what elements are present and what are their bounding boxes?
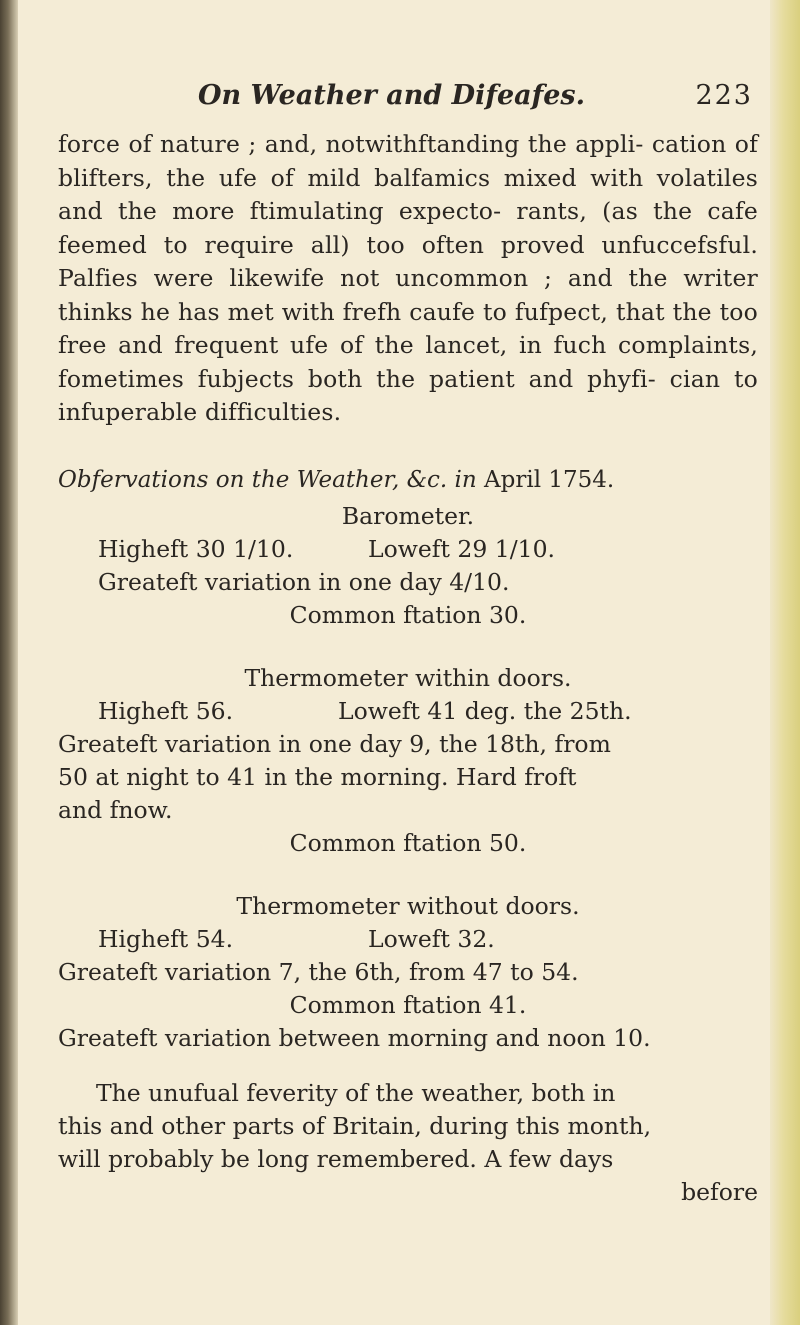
closing-paragraph	[58, 1077, 758, 1209]
barometer-lowest: Loweft 29 1/10.	[368, 534, 556, 563]
thermometer-within-variation-line: 50 at night to 41 in the morning. Hard froft	[58, 762, 577, 791]
page-header	[58, 80, 758, 128]
page-gutter-shadow	[0, 0, 18, 1325]
barometer-extremes	[58, 533, 758, 566]
spacer	[58, 632, 758, 658]
page-number: 223	[695, 80, 753, 111]
barometer-highest: Higheft 30 1/10.	[98, 534, 294, 563]
page-edge-stain	[770, 0, 800, 1325]
thermometer-within-variation-line: and fnow.	[58, 795, 173, 824]
catchword: before	[681, 1177, 758, 1206]
thermometer-without-common-station: Common ftation 41.	[289, 990, 527, 1019]
closing-line: this and other parts of Britain, during this month,	[58, 1111, 652, 1140]
running-title: On Weather and Difeafes.	[198, 80, 586, 111]
thermometer-without-extremes	[58, 923, 758, 956]
observations-title-italic: Obfervations on the Weather, &c. in	[58, 466, 477, 493]
paragraph-body: force of nature ; and, notwithftanding the appli- cation of blifters, the ufe of mild balfamics mixed with volatiles and the more ftimulating expecto- rants, (as the cafe feemed to require all) too often proved unfuccefsful. Palfies were likewife not uncommon ; and the writer thinks he has met with frefh caufe to fufpect, that the too free and frequent ufe of the lancet, in fuch complaints, fometimes fubjects both the patient and phyfi- cian to infuperable difficulties.	[58, 130, 758, 426]
barometer-common-station: Common ftation 30.	[289, 600, 527, 629]
thermometer-within-variation-line: Greateft variation in one day 9, the 18th, from	[58, 729, 611, 758]
barometer-variation: Greateft variation in one day 4/10.	[98, 567, 510, 596]
thermometer-within-lowest: Loweft 41 deg. the 25th.	[338, 696, 632, 725]
thermometer-without-variation: Greateft variation 7, the 6th, from 47 to 54.	[58, 957, 579, 986]
spacer	[58, 860, 758, 886]
observations-title	[58, 464, 758, 496]
observations-title-date: April 1754.	[484, 466, 615, 493]
thermometer-without-morning-noon: Greateft variation between morning and noon 10.	[58, 1023, 651, 1052]
thermometer-without-highest: Higheft 54.	[98, 924, 234, 953]
closing-line: will probably be long remembered. A few days	[58, 1144, 614, 1173]
thermometer-within-common-station: Common ftation 50.	[289, 828, 527, 857]
thermometer-without-lowest: Loweft 32.	[368, 924, 495, 953]
thermometer-within-heading: Thermometer within doors.	[244, 663, 572, 692]
barometer-section	[58, 500, 758, 632]
closing-line: The unufual feverity of the weather, both in	[96, 1078, 616, 1107]
thermometer-within-highest: Higheft 56.	[98, 696, 234, 725]
thermometer-within-section	[58, 662, 758, 860]
barometer-heading: Barometer.	[341, 501, 475, 530]
thermometer-without-heading: Thermometer without doors.	[236, 891, 580, 920]
thermometer-without-section	[58, 890, 758, 1055]
book-page	[58, 80, 758, 1209]
thermometer-within-extremes	[58, 695, 758, 728]
